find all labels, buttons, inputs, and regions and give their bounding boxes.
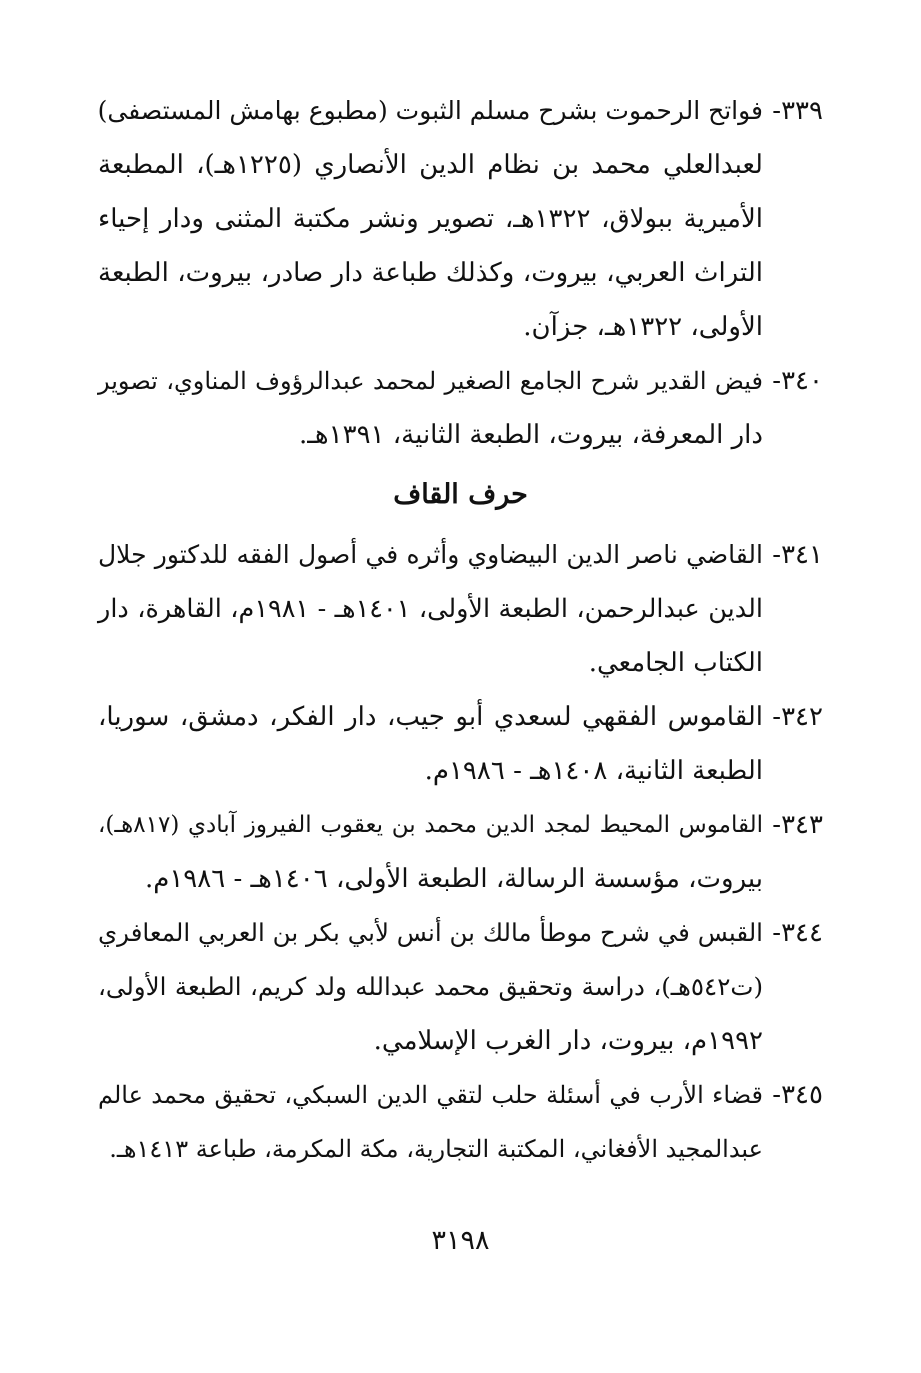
entry-line: القاموس المحيط لمجد الدين محمد بن يعقوب الفيروز آبادي (٨١٧هـ)،: [98, 812, 763, 838]
entry-line: التراث العربي، بيروت، وكذلك طباعة دار صادر، بيروت، الطبعة: [98, 258, 763, 288]
entry-line: ١٩٩٢م، بيروت، دار الغرب الإسلامي.: [373, 1026, 763, 1056]
entry-line: القبس في شرح موطأ مالك بن أنس لأبي بكر بن العربي المعافري: [98, 918, 763, 947]
entry-line: بيروت، مؤسسة الرسالة، الطبعة الأولى، ١٤٠٦هـ - ١٩٨٦م.: [144, 864, 763, 894]
entry-line: الأميرية ببولاق، ١٣٢٢هـ، تصوير ونشر مكتبة المثنى ودار إحياء: [98, 204, 764, 234]
bibliography-list: [98, 84, 823, 1176]
entry-number: ٣٤٢-: [772, 702, 823, 732]
entry-line: عبدالمجيد الأفغاني، المكتبة التجارية، مكة المكرمة، طباعة ١٤١٣هـ.: [109, 1135, 763, 1163]
entry-339: [98, 84, 823, 354]
entry-line: (ت٥٤٢هـ)، دراسة وتحقيق محمد عبدالله ولد كريم، الطبعة الأولى،: [98, 972, 763, 1001]
entry-line: دار المعرفة، بيروت، الطبعة الثانية، ١٣٩١هـ.: [299, 420, 763, 450]
entry-line: القاموس الفقهي لسعدي أبو جيب، دار الفكر، دمشق، سوريا،: [98, 702, 763, 732]
entry-line: الأولى، ١٣٢٢هـ، جزآن.: [523, 312, 763, 342]
entry-number: ٣٣٩-: [772, 96, 823, 126]
page-number: ٣١٩٨: [431, 1225, 490, 1256]
section-heading: حرف القاف: [393, 479, 528, 510]
entry-line: قضاء الأرب في أسئلة حلب لتقي الدين السبكي، تحقيق محمد عالم: [98, 1081, 763, 1109]
entry-line: الطبعة الثانية، ١٤٠٨هـ - ١٩٨٦م.: [424, 756, 763, 786]
entry-line: فواتح الرحموت بشرح مسلم الثبوت (مطبوع بهامش المستصفى): [97, 96, 763, 125]
entry-line: الدين عبدالرحمن، الطبعة الأولى، ١٤٠١هـ - ١٩٨١م، القاهرة، دار: [98, 594, 763, 624]
entry-number: ٣٤٥-: [772, 1080, 823, 1110]
entry-345: [98, 1068, 823, 1176]
entry-line: الكتاب الجامعي.: [588, 648, 763, 678]
entry-line: القاضي ناصر الدين البيضاوي وأثره في أصول الفقه للدكتور جلال: [98, 540, 763, 569]
entry-342: [98, 690, 823, 798]
entry-number: ٣٤١-: [772, 540, 823, 570]
entry-343: [98, 798, 823, 906]
entry-line: فيض القدير شرح الجامع الصغير لمحمد عبدالرؤوف المناوي، تصوير: [98, 367, 763, 395]
entry-340: [98, 354, 823, 462]
entry-344: [98, 906, 823, 1068]
entry-number: ٣٤٤-: [772, 918, 823, 948]
entry-line: لعبدالعلي محمد بن نظام الدين الأنصاري (١٢٢٥هـ)، المطبعة: [98, 150, 763, 180]
entry-number: ٣٤٣-: [772, 810, 823, 840]
entry-number: ٣٤٠-: [772, 366, 823, 396]
entry-341: [98, 528, 823, 690]
